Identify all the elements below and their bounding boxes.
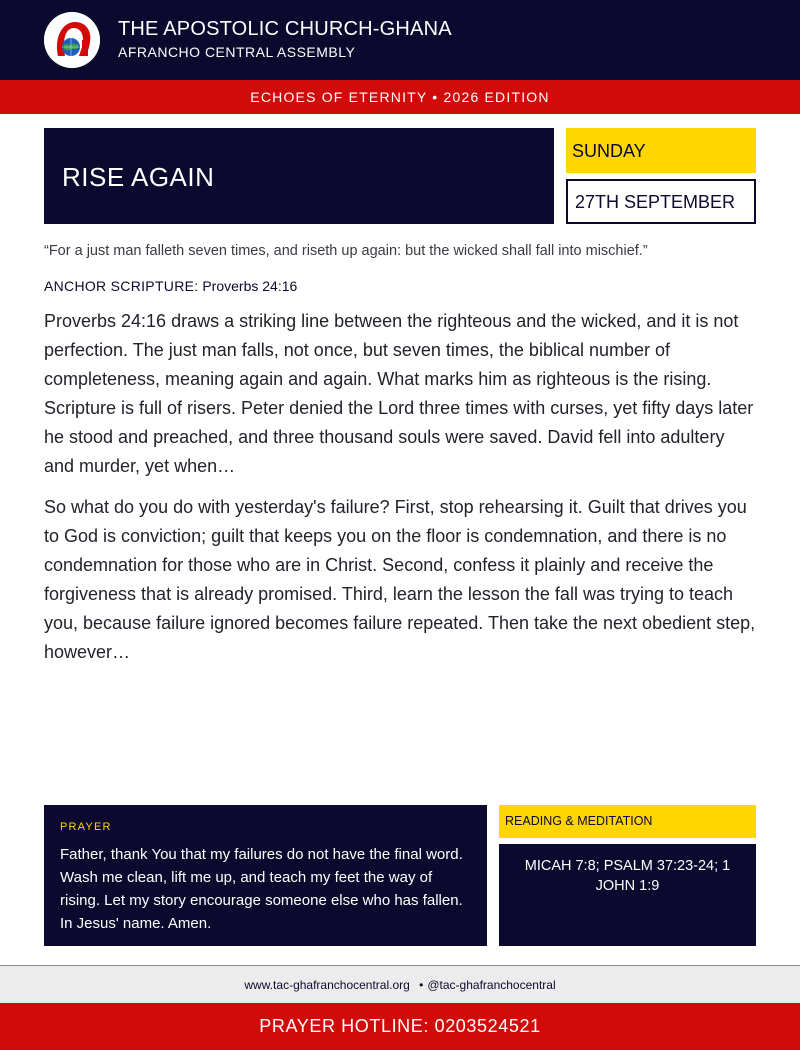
footer-separator: • <box>419 978 424 992</box>
church-logo-icon <box>44 12 100 68</box>
reading-header <box>499 805 756 838</box>
devotional-title-box <box>44 128 554 224</box>
assembly-name: AFRANCHO CENTRAL ASSEMBLY <box>118 44 356 60</box>
prayer-box <box>44 805 487 946</box>
website-link[interactable]: www.tac-ghafranchocentral.org <box>244 978 410 992</box>
prayer-text: Father, thank You that my failures do not have the final word. Wash me clean, lift me up, and teach my feet the way of rising. Let my story encourage someone else who has fallen. In Jesus' name. Amen. <box>60 846 463 932</box>
header-bar <box>0 0 800 80</box>
day-label: SUNDAY <box>572 141 646 161</box>
date-label: 27TH SEPTEMBER <box>575 192 736 212</box>
devotional-paragraph: Proverbs 24:16 draws a striking line between the righteous and the wicked, and it is not perfection. The just man falls, not once, but seven times, the biblical number of completeness, meaning again and again. What marks him as righteous is the rising. Scripture is full of risers. Peter denied the Lord three times with curses, yet fifty days later he stood and preached, and three thousand souls were saved. David fell into adultery and murder, yet when… <box>44 311 754 476</box>
reading-references: MICAH 7:8; PSALM 37:23-24; 1 JOHN 1:9 <box>524 858 731 894</box>
church-name: THE APOSTOLIC CHURCH-GHANA <box>118 18 452 40</box>
prayer-hotline: PRAYER HOTLINE: 0203524521 <box>0 1003 800 1050</box>
reading-box <box>499 844 756 946</box>
day-badge <box>566 128 756 173</box>
anchor-scripture-reference: Proverbs 24:16 <box>202 278 298 294</box>
edition-banner: ECHOES OF ETERNITY • 2026 EDITION <box>0 80 800 114</box>
anchor-scripture-label: ANCHOR SCRIPTURE: <box>44 278 199 294</box>
prayer-label: PRAYER <box>60 821 112 833</box>
devotional-paragraph: So what do you do with yesterday's failure? First, stop rehearsing it. Guilt that drives you to God is conviction; guilt that keeps you on the floor is condemnation, and there is no condemnation for those who are in Christ. Second, confess it plainly and receive the forgiveness that is already promised. Third, learn the lesson the fall was trying to teach you, because failure ignored becomes failure repeated. Then take the next obedient step, however… <box>44 497 756 662</box>
date-badge <box>566 179 756 224</box>
church-logo <box>44 12 100 68</box>
devotional-title: RISE AGAIN <box>62 162 215 192</box>
social-handle[interactable]: @tac-ghafranchocentral <box>427 978 556 992</box>
footer-links <box>0 965 800 1003</box>
reading-label: READING & MEDITATION <box>505 814 653 828</box>
scripture-quote: “For a just man falleth seven times, and riseth up again: but the wicked shall fall into mischief.” <box>44 243 648 259</box>
anchor-scripture <box>44 278 297 294</box>
